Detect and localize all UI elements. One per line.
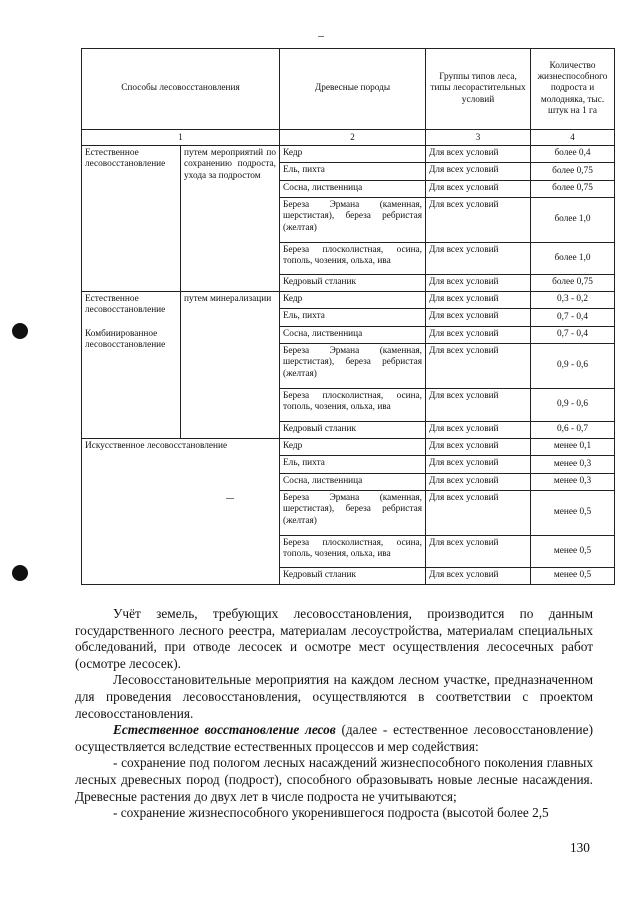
condition-cell: Для всех условий (426, 344, 531, 389)
quantity-cell: более 0,75 (531, 181, 615, 198)
page-number: 130 (570, 840, 590, 855)
species-cell: Береза Эрмана (каменная, шерстистая), береза ребристая (желтая) (280, 491, 426, 536)
condition-cell: Для всех условий (426, 474, 531, 491)
quantity-cell: 0,7 - 0,4 (531, 327, 615, 344)
quantity-cell: более 1,0 (531, 243, 615, 275)
table-header-row (82, 49, 615, 130)
species-cell: Сосна, лиственница (280, 474, 426, 491)
quantity-cell: более 0,75 (531, 163, 615, 181)
quantity-cell: 0,7 - 0,4 (531, 309, 615, 327)
method-label: Комбинированное лесовосстановление (85, 328, 166, 350)
paragraph: Лесовосстановительные мероприятия на каждом лесном участке, предназначенном для проведения лесовосстановления, осуществляются в соответствии с проектом лесовосстановления. (75, 672, 593, 721)
condition-cell: Для всех условий (426, 491, 531, 536)
paragraph: Учёт земель, требующих лесовосстановления, производится по данным государственного лесного реестра, материалам лесоустройства, материалам специальных обследований, при отводе лесосек и осмотре мест осуществления лесосечных работ (осмотре лесосек). (75, 606, 593, 671)
quantity-cell: более 1,0 (531, 198, 615, 243)
quantity-cell: 0,3 - 0,2 (531, 292, 615, 309)
quantity-cell: менее 0,5 (531, 568, 615, 585)
table-row (82, 146, 615, 163)
species-cell: Ель, пихта (280, 163, 426, 181)
quantity-cell: более 0,4 (531, 146, 615, 163)
condition-cell: Для всех условий (426, 422, 531, 439)
method-label: Искусственное лесовосстановление (85, 441, 228, 451)
quantity-cell: менее 0,5 (531, 491, 615, 536)
species-cell: Кедр (280, 146, 426, 163)
species-cell: Сосна, лиственница (280, 181, 426, 198)
condition-cell: Для всех условий (426, 309, 531, 327)
table-row (82, 439, 615, 456)
condition-cell: Для всех условий (426, 198, 531, 243)
list-item: - сохранение жизнеспособного укоренившегося подроста (высотой более 2,5 (113, 805, 549, 821)
emphasis-term: Естественное восстановление лесов (113, 722, 336, 738)
quantity-cell: менее 0,3 (531, 456, 615, 474)
method-label: Естественное лесовосстановление (85, 148, 166, 170)
binder-hole-top (12, 323, 28, 339)
species-cell: Кедр (280, 439, 426, 456)
method-cell (82, 292, 181, 439)
header-quantity: Количество жизнеспособного подроста и молодняка, тыс. штук на 1 га (531, 49, 615, 130)
species-cell: Береза Эрмана (каменная, шерстистая), береза ребристая (желтая) (280, 344, 426, 389)
list-item: - сохранение под пологом лесных насаждений жизнеспособного поколения главных лесных древесных пород (подрост), способного образовывать новые лесные насаждения. Древесные растения до двух лет в числе подроста не учитываются; (75, 755, 593, 804)
condition-cell: Для всех условий (426, 163, 531, 181)
scan-speck (318, 36, 324, 37)
col-number: 4 (531, 130, 615, 146)
col-number: 2 (280, 130, 426, 146)
quantity-cell: более 0,75 (531, 275, 615, 292)
reforestation-table (81, 48, 615, 585)
species-cell: Ель, пихта (280, 309, 426, 327)
header-methods: Способы лесовосстановления (82, 49, 280, 130)
paragraph (75, 722, 593, 755)
species-cell: Кедр (280, 292, 426, 309)
col-number: 1 (82, 130, 280, 146)
binder-hole-bottom (12, 565, 28, 581)
condition-cell: Для всех условий (426, 146, 531, 163)
quantity-cell: 0,9 - 0,6 (531, 389, 615, 422)
quantity-cell: менее 0,3 (531, 474, 615, 491)
condition-cell: Для всех условий (426, 275, 531, 292)
quantity-cell: 0,9 - 0,6 (531, 344, 615, 389)
column-number-row (82, 130, 615, 146)
species-cell: Кедровый стланик (280, 275, 426, 292)
species-cell: Сосна, лиственница (280, 327, 426, 344)
header-species: Древесные породы (280, 49, 426, 130)
species-cell: Береза плосколистная, осина, тополь, чозения, ольха, ива (280, 243, 426, 275)
species-cell: Кедровый стланик (280, 422, 426, 439)
condition-cell: Для всех условий (426, 292, 531, 309)
quantity-cell: 0,6 - 0,7 (531, 422, 615, 439)
species-cell: Береза плосколистная, осина, тополь, чозения, ольха, ива (280, 536, 426, 568)
method-cell (82, 439, 280, 585)
condition-cell: Для всех условий (426, 389, 531, 422)
condition-cell: Для всех условий (426, 568, 531, 585)
species-cell: Береза Эрмана (каменная, шерстистая), береза ребристая (желтая) (280, 198, 426, 243)
condition-cell: Для всех условий (426, 181, 531, 198)
body-text (75, 606, 593, 822)
method-label: Естественное лесовосстановление (85, 294, 166, 316)
submethod-cell: путем мероприятий по сохранению подроста, ухода за подростом (181, 146, 280, 292)
method-cell (82, 146, 181, 292)
quantity-cell: менее 0,5 (531, 536, 615, 568)
species-cell: Кедровый стланик (280, 568, 426, 585)
condition-cell: Для всех условий (426, 327, 531, 344)
col-number: 3 (426, 130, 531, 146)
condition-cell: Для всех условий (426, 243, 531, 275)
condition-cell: Для всех условий (426, 456, 531, 474)
submethod-cell: путем минерализации (181, 292, 280, 439)
condition-cell: Для всех условий (426, 439, 531, 456)
species-cell: Ель, пихта (280, 456, 426, 474)
header-conditions: Группы типов леса, типы лесорастительных условий (426, 49, 531, 130)
species-cell: Береза плосколистная, осина, тополь, чозения, ольха, ива (280, 389, 426, 422)
table-row (82, 292, 615, 309)
condition-cell: Для всех условий (426, 536, 531, 568)
paragraph-rest: (далее - естественное лесовосстановление) осуществляется вследствие естественных процессов и мер содействия: (75, 722, 593, 754)
quantity-cell: менее 0,1 (531, 439, 615, 456)
